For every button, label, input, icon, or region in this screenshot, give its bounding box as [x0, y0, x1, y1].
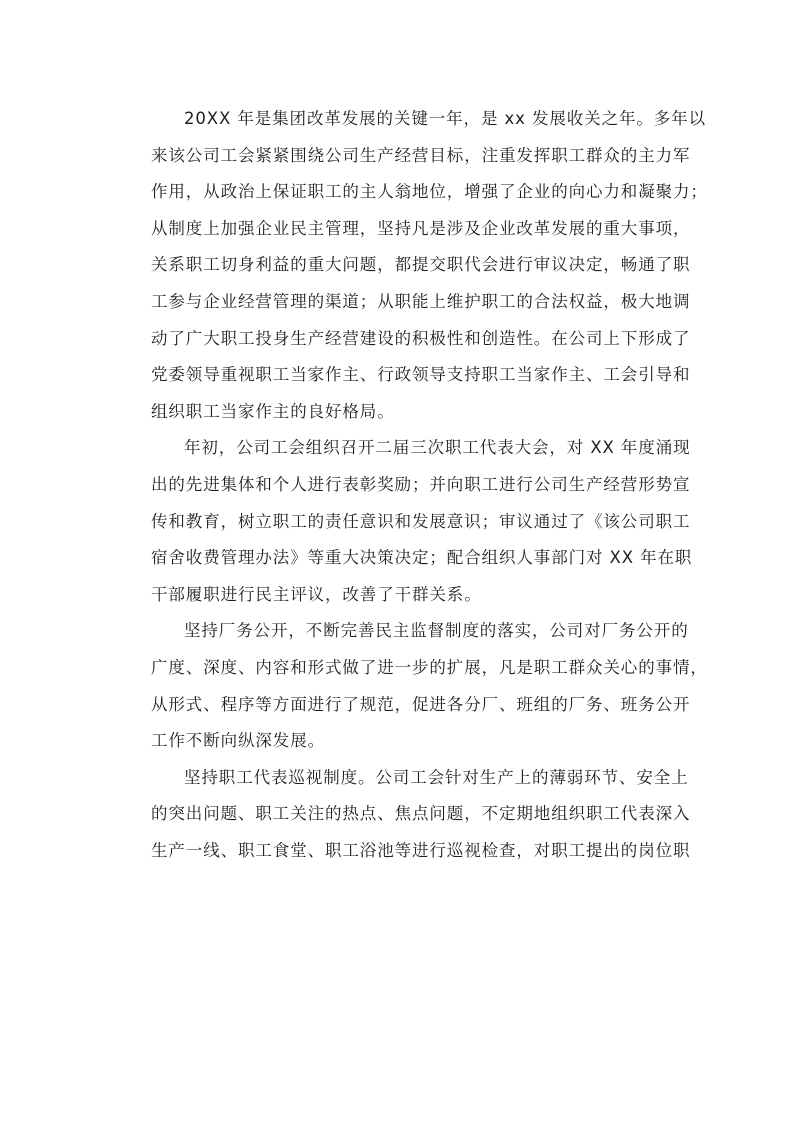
- text-line: 工参与企业经营管理的渠道；从职能上维护职工的合法权益，极大地调: [151, 291, 691, 311]
- text-line: 作用，从政治上保证职工的主人翁地位，增强了企业的向心力和凝聚力；: [151, 182, 708, 202]
- paragraph-1: [118, 101, 708, 430]
- text-line: 动了广大职工投身生产经营建设的积极性和创造性。在公司上下形成了: [151, 328, 691, 348]
- text-line: 生产一线、职工食堂、职工浴池等进行巡视检查，对职工提出的岗位职: [151, 840, 691, 860]
- text-line: 传和教育，树立职工的责任意识和发展意识；审议通过了《该公司职工: [151, 511, 691, 531]
- text-line: 关系职工切身利益的重大问题，都提交职代会进行审议决定，畅通了职: [151, 255, 691, 275]
- text-line: 广度、深度、内容和形式做了进一步的扩展，凡是职工群众关心的事情，: [151, 657, 708, 677]
- text-line: 来该公司工会紧紧围绕公司生产经营目标，注重发挥职工群众的主力军: [151, 145, 691, 165]
- paragraph-4: [118, 760, 691, 870]
- text-line: 组织职工当家作主的良好格局。: [151, 401, 395, 421]
- text-line: 从形式、程序等方面进行了规范，促进各分厂、班组的厂务、班务公开: [151, 694, 691, 714]
- text-line: 从制度上加强企业民主管理，坚持凡是涉及企业改革发展的重大事项，: [151, 218, 691, 238]
- text-line: 宿舍收费管理办法》等重大决策决定；配合组织人事部门对 XX 年在职: [151, 548, 693, 568]
- text-line: 出的先进集体和个人进行表彰奖励；并向职工进行公司生产经营形势宣: [151, 474, 691, 494]
- document-body: [118, 101, 708, 869]
- paragraph-3: [118, 613, 708, 759]
- text-line: 工作不断向纵深发展。: [151, 731, 325, 751]
- text-line: 干部履职进行民主评议，改善了干群关系。: [151, 584, 482, 604]
- paragraph-2: [118, 430, 693, 613]
- text-line: 20XX 年是集团改革发展的关键一年，是 xx 发展收关之年。多年以: [184, 109, 706, 128]
- text-line: 党委领导重视职工当家作主、行政领导支持职工当家作主、工会引导和: [151, 365, 691, 385]
- text-line: 年初，公司工会组织召开二届三次职工代表大会，对 XX 年度涌现: [184, 438, 691, 458]
- text-line: 坚持职工代表巡视制度。公司工会针对生产上的薄弱环节、安全上: [184, 767, 689, 787]
- text-line: 的突出问题、职工关注的热点、焦点问题，不定期地组织职工代表深入: [151, 804, 691, 824]
- text-line: 坚持厂务公开，不断完善民主监督制度的落实，公司对厂务公开的: [184, 621, 689, 641]
